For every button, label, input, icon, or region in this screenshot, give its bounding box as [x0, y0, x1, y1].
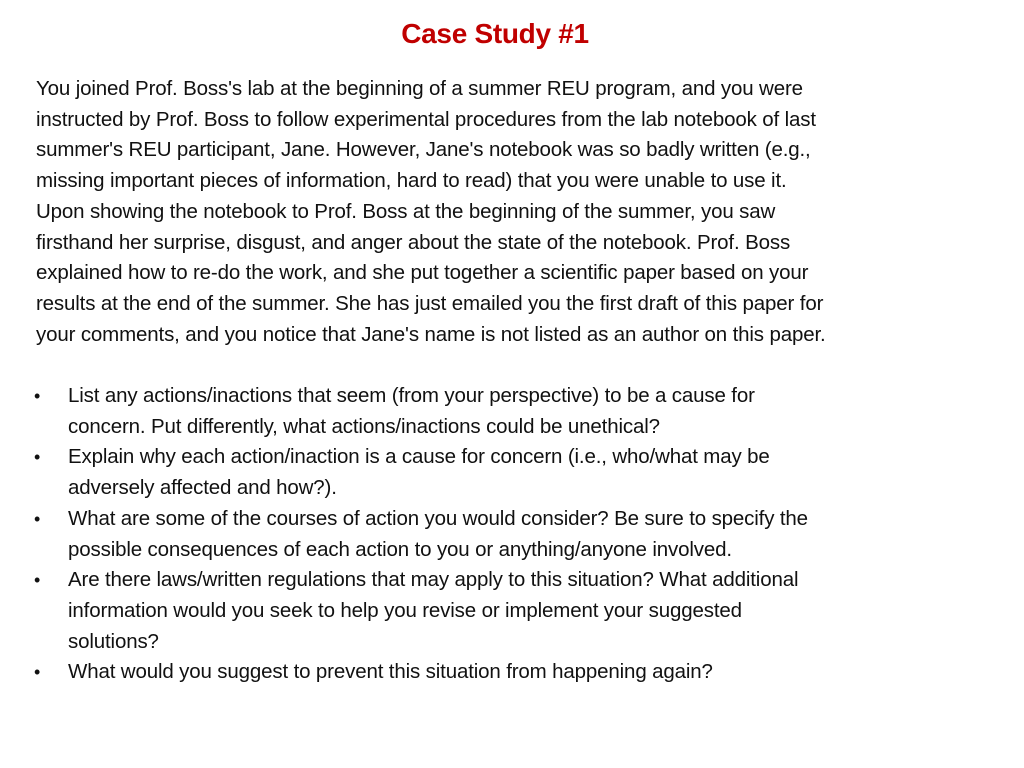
question-line: What would you suggest to prevent this situation from happening again? — [68, 660, 713, 684]
question-line: Are there laws/written regulations that may apply to this situation? What additional — [68, 568, 799, 592]
question-line: adversely affected and how?). — [68, 476, 337, 500]
paragraph-line: results at the end of the summer. She has just emailed you the first draft of this paper for — [36, 291, 824, 315]
paragraph-line: summer's REU participant, Jane. However, Jane's notebook was so badly written (e.g., — [36, 138, 811, 162]
question-item — [0, 657, 1000, 688]
question-item — [0, 565, 1000, 657]
paragraph-line: missing important pieces of information, hard to read) that you were unable to use it. — [36, 169, 787, 193]
question-line: solutions? — [68, 629, 159, 653]
paragraph-line: Upon showing the notebook to Prof. Boss at the beginning of the summer, you saw — [36, 199, 776, 223]
question-item — [0, 381, 1000, 442]
bullet-icon: • — [34, 508, 41, 529]
paragraph-line: firsthand her surprise, disgust, and anger about the state of the notebook. Prof. Boss — [36, 230, 791, 254]
paragraph-line: instructed by Prof. Boss to follow experimental procedures from the lab notebook of last — [36, 107, 816, 131]
question-line: concern. Put differently, what actions/inactions could be unethical? — [68, 414, 660, 438]
question-line: What are some of the courses of action you would consider? Be sure to specify the — [68, 506, 808, 530]
slide-title: Case Study #1 — [401, 18, 589, 49]
question-line: List any actions/inactions that seem (from your perspective) to be a cause for — [68, 384, 755, 407]
paragraph-line: You joined Prof. Boss's lab at the beginning of a summer REU program, and you were — [36, 77, 803, 100]
bullet-icon: • — [34, 386, 41, 406]
question-list — [0, 381, 1000, 688]
question-line: Explain why each action/inaction is a cause for concern (i.e., who/what may be — [68, 445, 770, 469]
bullet-icon: • — [34, 662, 41, 683]
paragraph-line: explained how to re-do the work, and she put together a scientific paper based on your — [36, 261, 809, 285]
question-line: possible consequences of each action to you or anything/anyone involved. — [68, 537, 732, 561]
paragraph-line: your comments, and you notice that Jane's name is not listed as an author on this paper. — [36, 322, 826, 346]
question-item — [0, 504, 1000, 565]
case-description-paragraph — [36, 74, 996, 350]
question-item — [0, 442, 1000, 503]
bullet-icon: • — [34, 447, 41, 468]
question-line: information would you seek to help you revise or implement your suggested — [68, 598, 742, 622]
bullet-icon: • — [34, 570, 41, 591]
